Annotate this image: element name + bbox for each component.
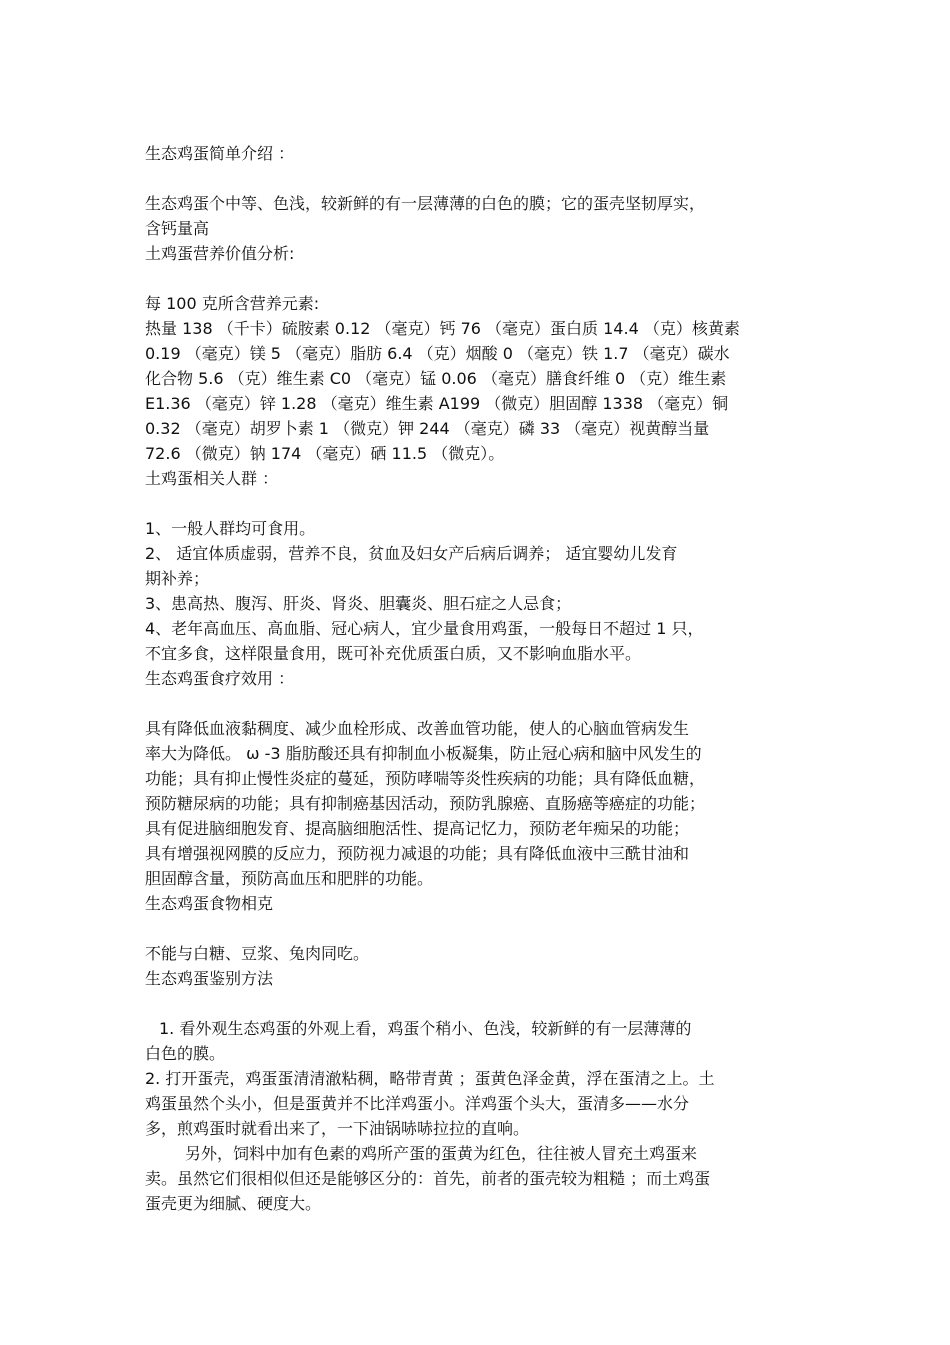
- text-line: 具有增强视网膜的反应力，预防视力减退的功能；具有降低血液中三酰甘油和: [145, 844, 690, 863]
- text-line: 不宜多食，这样限量食用，既可补充优质蛋白质，又不影响血脂水平。: [145, 644, 642, 663]
- text-line: 2、 适宜体质虚弱，营养不良，贫血及妇女产后病后调养； 适宜婴幼儿发育: [145, 544, 678, 563]
- text-line: 另外，饲料中加有色素的鸡所产蛋的蛋黄为红色，往往被人冒充土鸡蛋来: [185, 1144, 698, 1163]
- text-line: 0.32 （毫克）胡罗卜素 1 （微克）钾 244 （毫克）磷 33 （毫克）视黄醇当量: [145, 419, 710, 438]
- text-line: 1. 看外观生态鸡蛋的外观上看，鸡蛋个稍小、色浅，较新鲜的有一层薄薄的: [159, 1019, 692, 1038]
- text-line: 土鸡蛋相关人群 ：: [145, 469, 279, 488]
- text-line: 2. 打开蛋壳，鸡蛋蛋清清澈粘稠，略带青黄 ；蛋黄色泽金黄，浮在蛋清之上。土: [145, 1069, 715, 1088]
- text-line: 72.6 （微克）钠 174 （毫克）硒 11.5 （微克）。: [145, 444, 505, 463]
- document-body: [145, 141, 810, 1216]
- text-line: 预防糖尿病的功能；具有抑制癌基因活动，预防乳腺癌、直肠癌等癌症的功能；: [145, 794, 706, 813]
- blank-line: [145, 266, 810, 291]
- text-line: 蛋壳更为细腻、硬度大。: [145, 1194, 322, 1213]
- text-line: 不能与白糖、豆浆、兔肉同吃。: [145, 944, 370, 963]
- blank-line: [145, 691, 810, 716]
- blank-line: [145, 166, 810, 191]
- text-line: 具有促进脑细胞发育、提高脑细胞活性、提高记忆力，预防老年痴呆的功能；: [145, 819, 690, 838]
- text-line: 生态鸡蛋食疗效用 ：: [145, 669, 295, 688]
- text-line: 生态鸡蛋个中等、色浅，较新鲜的有一层薄薄的白色的膜；它的蛋壳坚韧厚实，: [145, 194, 706, 213]
- text-line: 化合物 5.6 （克）维生素 C0 （毫克）锰 0.06 （毫克）膳食纤维 0 （克）维生素: [145, 369, 727, 388]
- text-line: 生态鸡蛋食物相克: [145, 894, 274, 913]
- text-line: 白色的膜。: [145, 1044, 226, 1063]
- text-line: 每 100 克所含营养元素:: [145, 294, 320, 313]
- text-line: 4、老年高血压、高血脂、冠心病人，宜少量食用鸡蛋，一般每日不超过 1 只，: [145, 619, 704, 638]
- text-line: 土鸡蛋营养价值分析:: [145, 244, 295, 263]
- text-line: 生态鸡蛋鉴别方法: [145, 969, 274, 988]
- blank-line: [145, 916, 810, 941]
- text-line: 0.19 （毫克）镁 5 （毫克）脂肪 6.4 （克）烟酸 0 （毫克）铁 1.7 （毫克）碳水: [145, 344, 730, 363]
- text-line: 鸡蛋虽然个头小，但是蛋黄并不比洋鸡蛋小。洋鸡蛋个头大，蛋清多——水分: [145, 1094, 690, 1113]
- text-line: 含钙量高: [145, 219, 210, 238]
- text-line: 胆固醇含量，预防高血压和肥胖的功能。: [145, 869, 434, 888]
- text-line: 率大为降低。 ω -3 脂肪酸还具有抑制血小板凝集，防止冠心病和脑中风发生的: [145, 744, 702, 763]
- text-line: 具有降低血液黏稠度、减少血栓形成、改善血管功能，使人的心脑血管病发生: [145, 719, 690, 738]
- text-line: 1、一般人群均可食用。: [145, 519, 316, 538]
- text-line: 3、患高热、腹泻、肝炎、肾炎、胆囊炎、胆石症之人忌食；: [145, 594, 572, 613]
- text-line: 功能；具有抑止慢性炎症的蔓延，预防哮喘等炎性疾病的功能；具有降低血糖，: [145, 769, 706, 788]
- text-line: 期补养；: [145, 569, 210, 588]
- text-line: 多，煎鸡蛋时就看出来了，一下油锅哧哧拉拉的直响。: [145, 1119, 530, 1138]
- text-line: 卖。虽然它们很相似但还是能够区分的：首先，前者的蛋壳较为粗糙 ；而土鸡蛋: [145, 1169, 711, 1188]
- blank-line: [145, 991, 810, 1016]
- text-line: 热量 138 （千卡）硫胺素 0.12 （毫克）钙 76 （毫克）蛋白质 14.4 （克）核黄素: [145, 319, 740, 338]
- text-line: E1.36 （毫克）锌 1.28 （毫克）维生素 A199 （微克）胆固醇 1338 （毫克）铜: [145, 394, 729, 413]
- blank-line: [145, 491, 810, 516]
- text-line: 生态鸡蛋简单介绍 ：: [145, 144, 295, 163]
